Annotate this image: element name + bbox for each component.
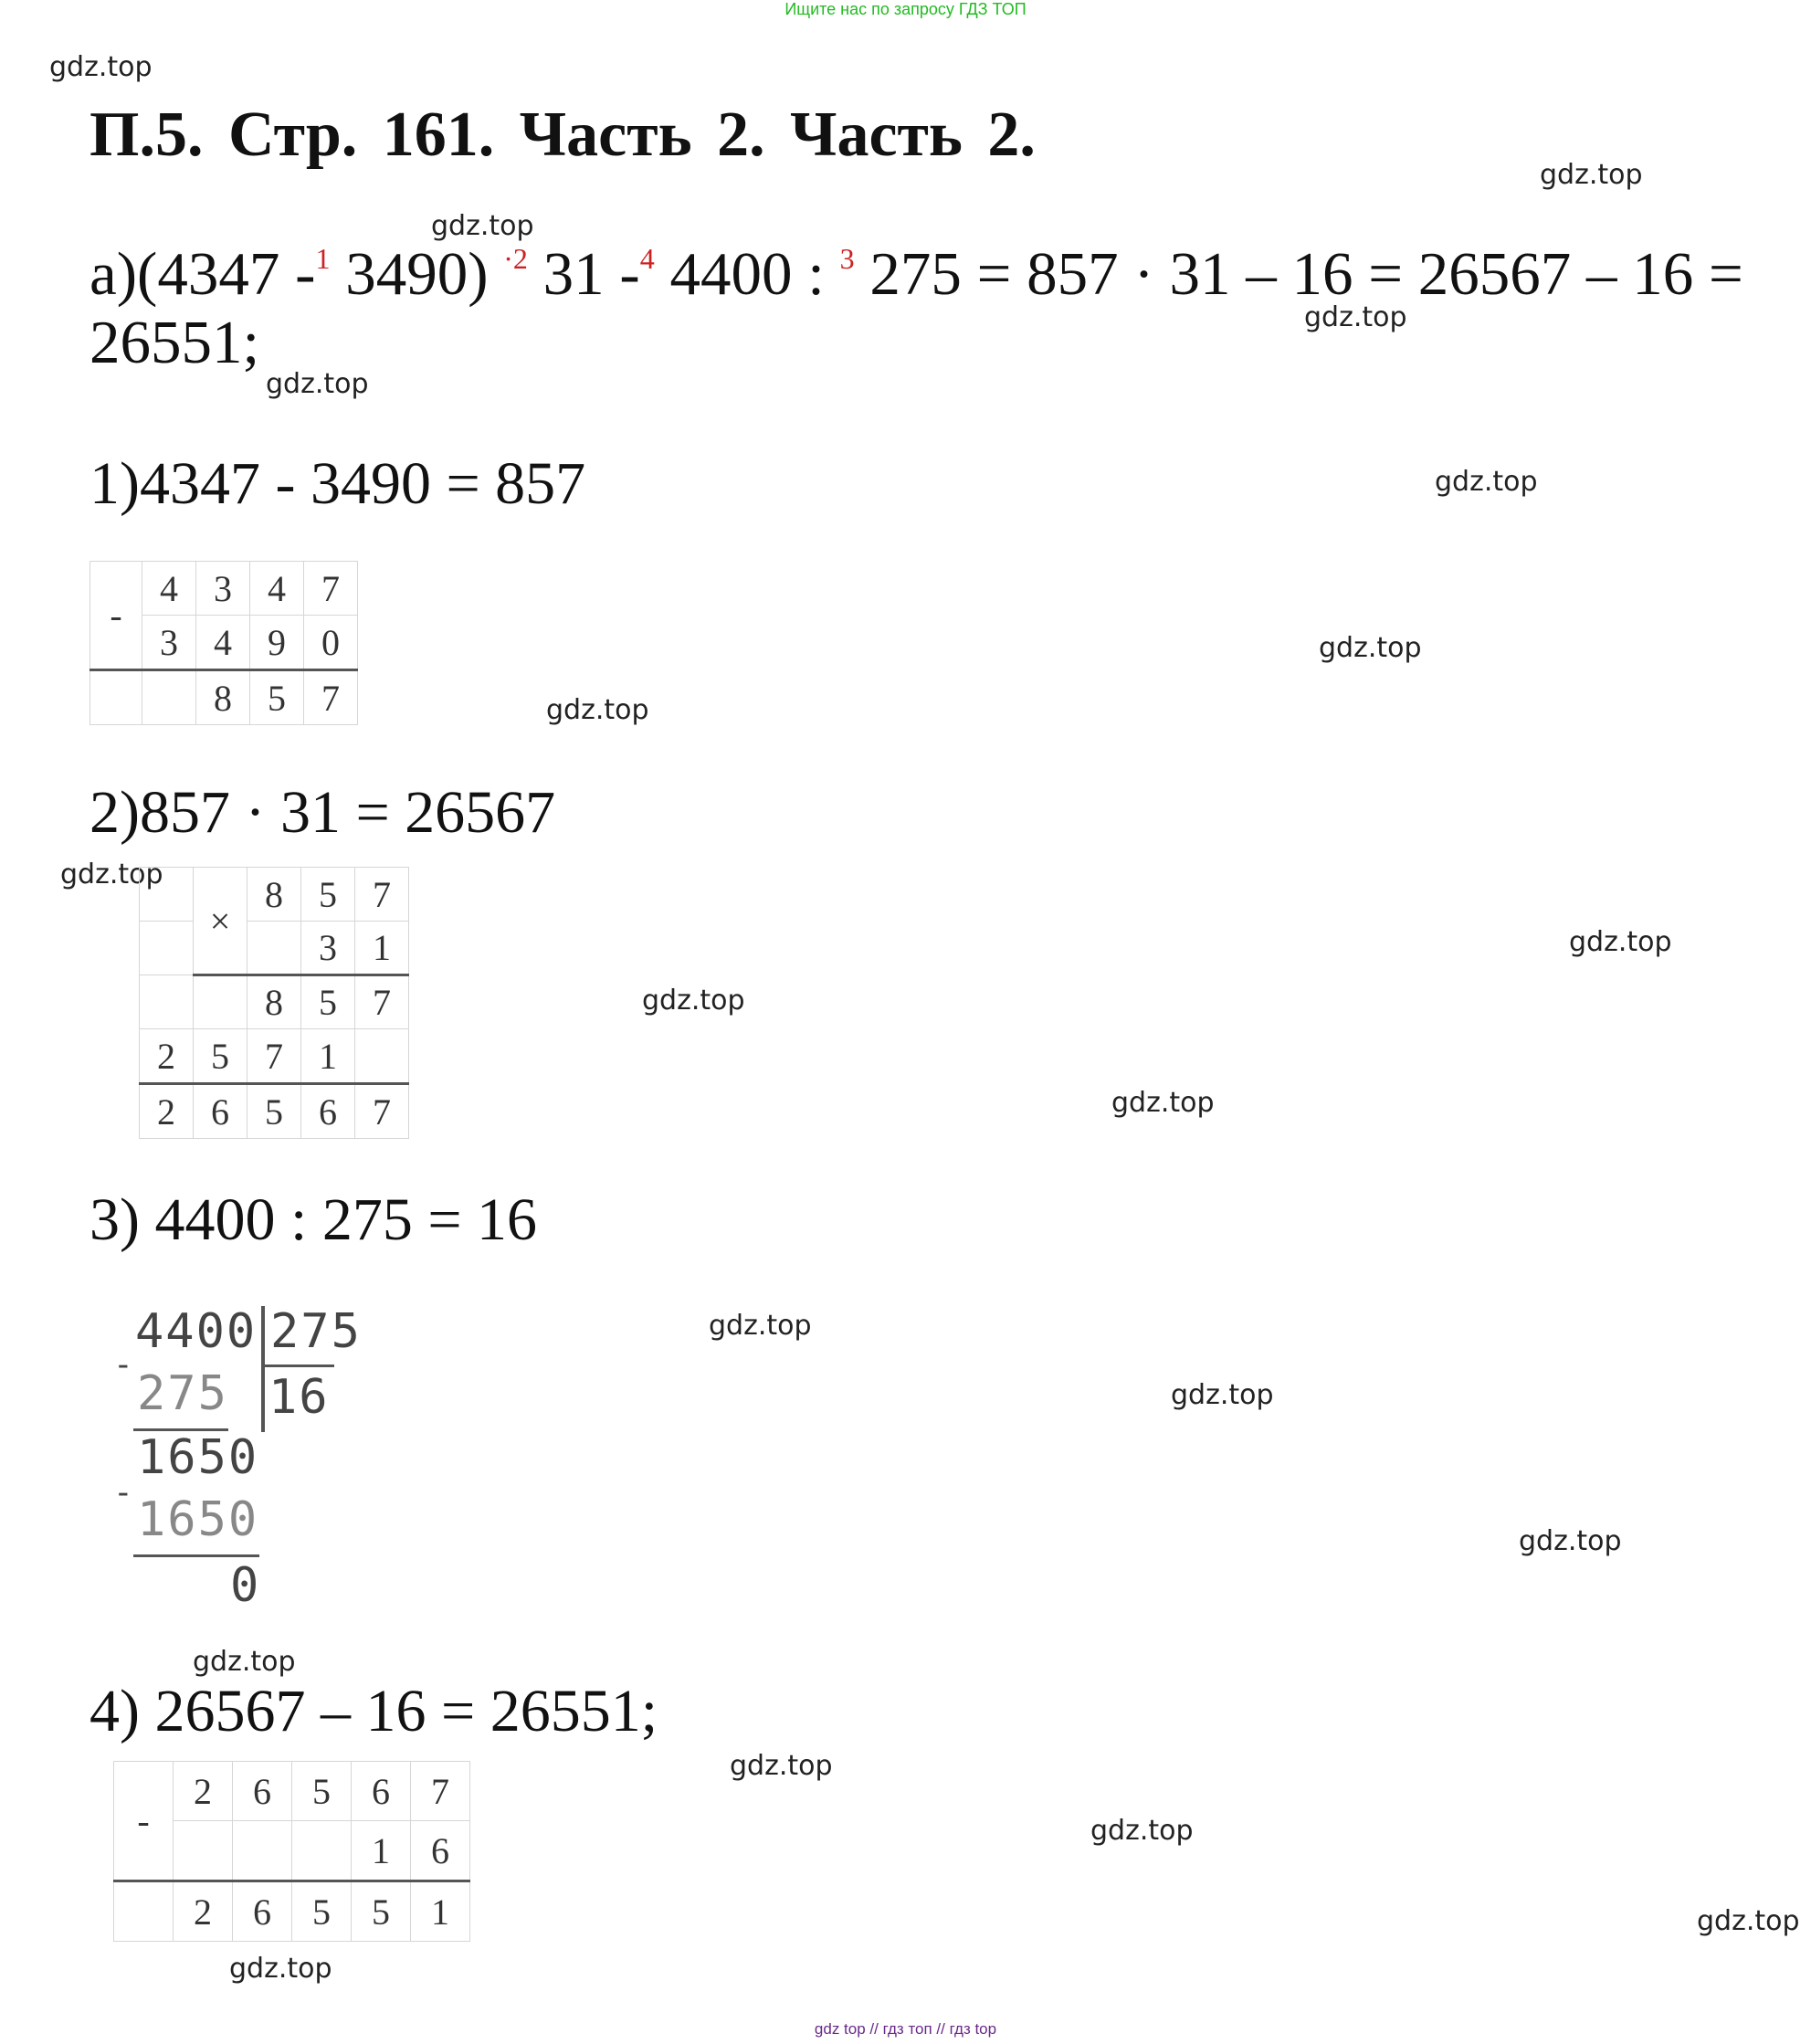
digit-cell: 5 (292, 1881, 352, 1942)
division-divisor: 275 (270, 1304, 362, 1359)
digit-cell (355, 1029, 409, 1084)
watermark: gdz.top (1569, 926, 1672, 958)
digit-cell: 2 (174, 1881, 233, 1942)
digit-cell (292, 1821, 352, 1881)
digit-cell: 4 (196, 616, 250, 670)
digit-cell (114, 1881, 174, 1942)
digit-cell: 3 (301, 922, 355, 975)
digit-cell: 7 (304, 670, 358, 725)
digit-cell: 1 (352, 1821, 411, 1881)
order-mark: 1 (315, 242, 331, 275)
watermark: gdz.top (193, 1646, 296, 1678)
watermark: gdz.top (546, 694, 649, 726)
watermark: gdz.top (709, 1310, 812, 1342)
digit-cell: 7 (355, 868, 409, 922)
watermark: gdz.top (1435, 466, 1538, 498)
watermark: gdz.top (1697, 1905, 1800, 1937)
watermark: gdz.top (642, 985, 745, 1017)
expression-part: 31 - (527, 240, 640, 308)
subtraction-grid-4 (113, 1761, 470, 1942)
step-2: 2)857 · 31 = 26567 (89, 779, 556, 846)
digit-cell: 5 (352, 1881, 411, 1942)
step-4: 4) 26567 – 16 = 26551; (89, 1678, 658, 1744)
subtraction-grid-1 (89, 561, 358, 725)
watermark: gdz.top (49, 51, 153, 83)
division-remainder-final: 0 (230, 1558, 261, 1613)
watermark: gdz.top (1171, 1379, 1274, 1411)
division-quotient: 16 (268, 1370, 330, 1425)
operator-cell: × (194, 868, 247, 975)
digit-cell: 5 (194, 1029, 247, 1084)
digit-cell: 6 (233, 1881, 292, 1942)
digit-cell: 3 (142, 616, 196, 670)
operator-cell: - (90, 562, 142, 670)
digit-cell (142, 670, 196, 725)
order-mark: ·2 (503, 242, 528, 275)
multiplication-grid (139, 867, 409, 1139)
expression-part: а)(4347 - (89, 240, 316, 308)
operator-cell: - (114, 1762, 174, 1881)
watermark: gdz.top (1304, 301, 1407, 333)
digit-cell: 7 (304, 562, 358, 616)
step-3: 3) 4400 : 275 = 16 (89, 1186, 538, 1253)
top-banner[interactable]: Ищите нас по запросу ГДЗ ТОП (784, 0, 1027, 18)
division-bar-vertical (261, 1306, 265, 1432)
digit-cell: 3 (196, 562, 250, 616)
digit-cell: 6 (233, 1762, 292, 1821)
digit-cell (140, 922, 194, 975)
watermark: gdz.top (1111, 1087, 1215, 1119)
digit-cell (194, 975, 247, 1029)
watermark: gdz.top (229, 1953, 332, 1985)
digit-cell: 1 (411, 1881, 470, 1942)
division-dividend: 4400 (135, 1304, 258, 1359)
digit-cell: 4 (250, 562, 304, 616)
watermark: gdz.top (266, 368, 369, 400)
digit-cell: 2 (174, 1762, 233, 1821)
page-title: П.5. Стр. 161. Часть 2. Часть 2. (89, 100, 1036, 170)
digit-cell: 5 (247, 1084, 301, 1139)
division-bar-horizontal (261, 1364, 334, 1367)
step-1: 1)4347 - 3490 = 857 (89, 450, 586, 517)
digit-cell (140, 975, 194, 1029)
watermark: gdz.top (1090, 1815, 1194, 1847)
expression-line2: 26551; (89, 309, 260, 376)
digit-cell: 5 (301, 975, 355, 1029)
division-subtrahend-1: 275 (137, 1366, 228, 1421)
digit-cell: 9 (250, 616, 304, 670)
digit-cell: 6 (301, 1084, 355, 1139)
division-line (133, 1554, 259, 1557)
expression-part: 4400 : (654, 240, 840, 308)
division-remainder-1: 1650 (137, 1430, 259, 1485)
digit-cell: 2 (140, 1084, 194, 1139)
digit-cell: 7 (355, 1084, 409, 1139)
minus-sign: - (113, 1474, 135, 1512)
expression-line1 (89, 239, 1743, 310)
digit-cell (233, 1821, 292, 1881)
digit-cell: 7 (247, 1029, 301, 1084)
watermark: gdz.top (1519, 1525, 1622, 1557)
digit-cell: 1 (355, 922, 409, 975)
digit-cell (247, 922, 301, 975)
watermark: gdz.top (730, 1750, 833, 1782)
minus-sign: - (113, 1346, 135, 1384)
footer-links[interactable]: gdz top // гдз топ // гдз top (814, 2020, 997, 2038)
expression-part: 3490) (330, 240, 504, 308)
watermark: gdz.top (431, 210, 534, 242)
order-mark: 4 (639, 242, 655, 275)
digit-cell: 7 (355, 975, 409, 1029)
digit-cell: 6 (411, 1821, 470, 1881)
digit-cell: 7 (411, 1762, 470, 1821)
digit-cell (90, 670, 142, 725)
digit-cell: 5 (292, 1762, 352, 1821)
digit-cell: 2 (140, 1029, 194, 1084)
digit-cell: 6 (194, 1084, 247, 1139)
digit-cell: 8 (247, 868, 301, 922)
division-subtrahend-2: 1650 (137, 1492, 259, 1547)
digit-cell: 8 (196, 670, 250, 725)
digit-cell: 0 (304, 616, 358, 670)
digit-cell: 4 (142, 562, 196, 616)
digit-cell (140, 868, 194, 922)
expression-part: 275 = 857 · 31 – 16 = 26567 – 16 = (854, 240, 1743, 308)
digit-cell: 8 (247, 975, 301, 1029)
watermark: gdz.top (60, 859, 163, 890)
digit-cell: 1 (301, 1029, 355, 1084)
order-mark: 3 (839, 242, 855, 275)
watermark: gdz.top (1540, 159, 1643, 191)
digit-cell: 5 (301, 868, 355, 922)
digit-cell (174, 1821, 233, 1881)
digit-cell: 6 (352, 1762, 411, 1821)
digit-cell: 5 (250, 670, 304, 725)
watermark: gdz.top (1319, 632, 1422, 664)
